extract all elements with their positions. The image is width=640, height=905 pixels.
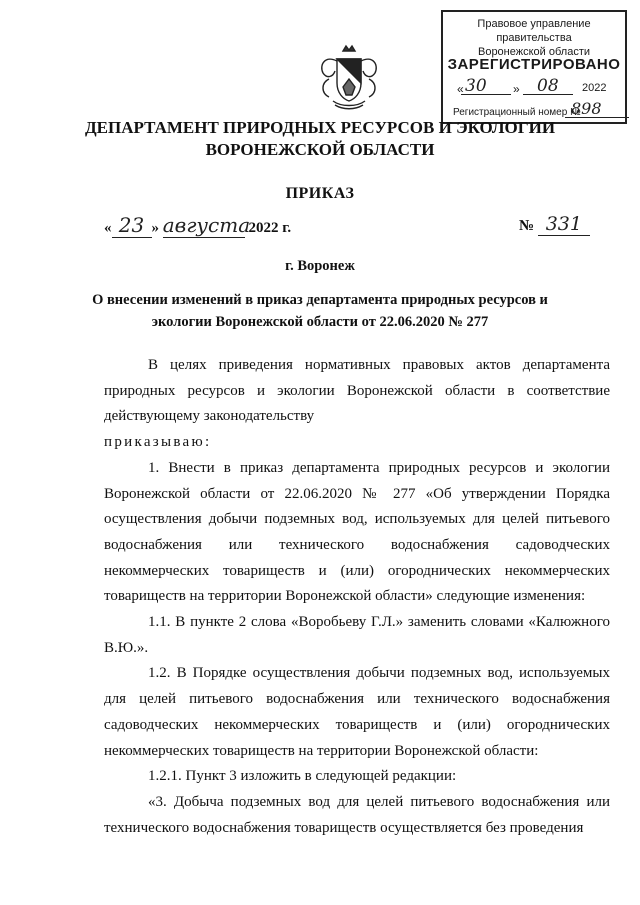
preamble-paragraph: В целях приведения нормативных правовых актов департамента природных ресурсов и экологии Воронежской области в соответствие действующему законодательству (104, 357, 610, 425)
document-type: ПРИКАЗ (285, 185, 355, 202)
paragraph-1-2: 1.2. В Порядке осуществления добычи подземных вод, используемых для целей питьевого водоснабжения или технического водоснабжения садоводческих некоммерческих товариществ и (или) огороднических некоммерческих товариществ на территории Воронежской области: (104, 665, 610, 759)
paragraph-1: 1. Внести в приказ департамента природных ресурсов и экологии Воронежской области от 22.06.2020 № 277 «Об утверждении Порядка осуществления добычи подземных вод, используемых для целей питьевого водоснабжения или технического водоснабжения садоводческих некоммерческих товариществ и (или) огороднических некоммерческих товариществ на территории Воронежской области» следующие изменения: (104, 459, 610, 605)
stamp-org-line2: Воронежской области (477, 46, 590, 58)
order-date-year: 2022 г. (248, 220, 292, 236)
paragraph-3-quote: «3. Добыча подземных вод для целей питьевого водоснабжения или технического водоснабжения товариществ осуществляется без проведения (104, 793, 610, 836)
stamp-reg-number-value: 898 (571, 99, 602, 118)
order-date-quote-close: » (151, 220, 159, 236)
stamp-date-year: 2022 (582, 82, 607, 94)
order-number (519, 213, 590, 236)
order-number-label: № (519, 218, 535, 234)
stamp-date-month: 08 (537, 76, 559, 96)
stamp-date-quote-close: » (513, 82, 520, 96)
department-title-line1: ДЕПАРТАМЕНТ ПРИРОДНЫХ РЕСУРСОВ И ЭКОЛОГИИ (84, 118, 556, 137)
city: г. Воронеж (285, 258, 355, 274)
order-date (104, 213, 291, 238)
registration-stamp (441, 10, 627, 124)
stamp-org-line1: Правовое управление правительства (477, 18, 591, 44)
order-number-value: 331 (538, 213, 590, 236)
order-subject: О внесении изменений в приказ департамента природных ресурсов и экологии Воронежской области от 22.06.2020 № 277 (92, 292, 548, 330)
paragraph-1-2-1: 1.2.1. Пункт 3 изложить в следующей редакции: (148, 768, 457, 785)
stamp-registered-label: ЗАРЕГИСТРИРОВАНО (447, 56, 621, 73)
stamp-reg-number-label: Регистрационный номер № (453, 107, 581, 118)
department-title-line2: ВОРОНЕЖСКОЙ ОБЛАСТИ (205, 140, 435, 159)
coat-of-arms-icon (315, 43, 383, 113)
stamp-organization (443, 17, 625, 59)
order-date-day: 23 (112, 213, 152, 238)
stamp-date-quote-open: « (457, 82, 464, 96)
order-word: приказываю: (104, 434, 212, 451)
paragraph-1-1: 1.1. В пункте 2 слова «Воробьеву Г.Л.» заменить словами «Калюжного В.Ю.». (104, 614, 610, 656)
order-date-quote-open: « (104, 220, 112, 236)
document-body (104, 353, 610, 841)
stamp-date-day: 30 (465, 76, 487, 96)
order-date-month: августа (162, 213, 251, 237)
department-title (0, 117, 640, 161)
